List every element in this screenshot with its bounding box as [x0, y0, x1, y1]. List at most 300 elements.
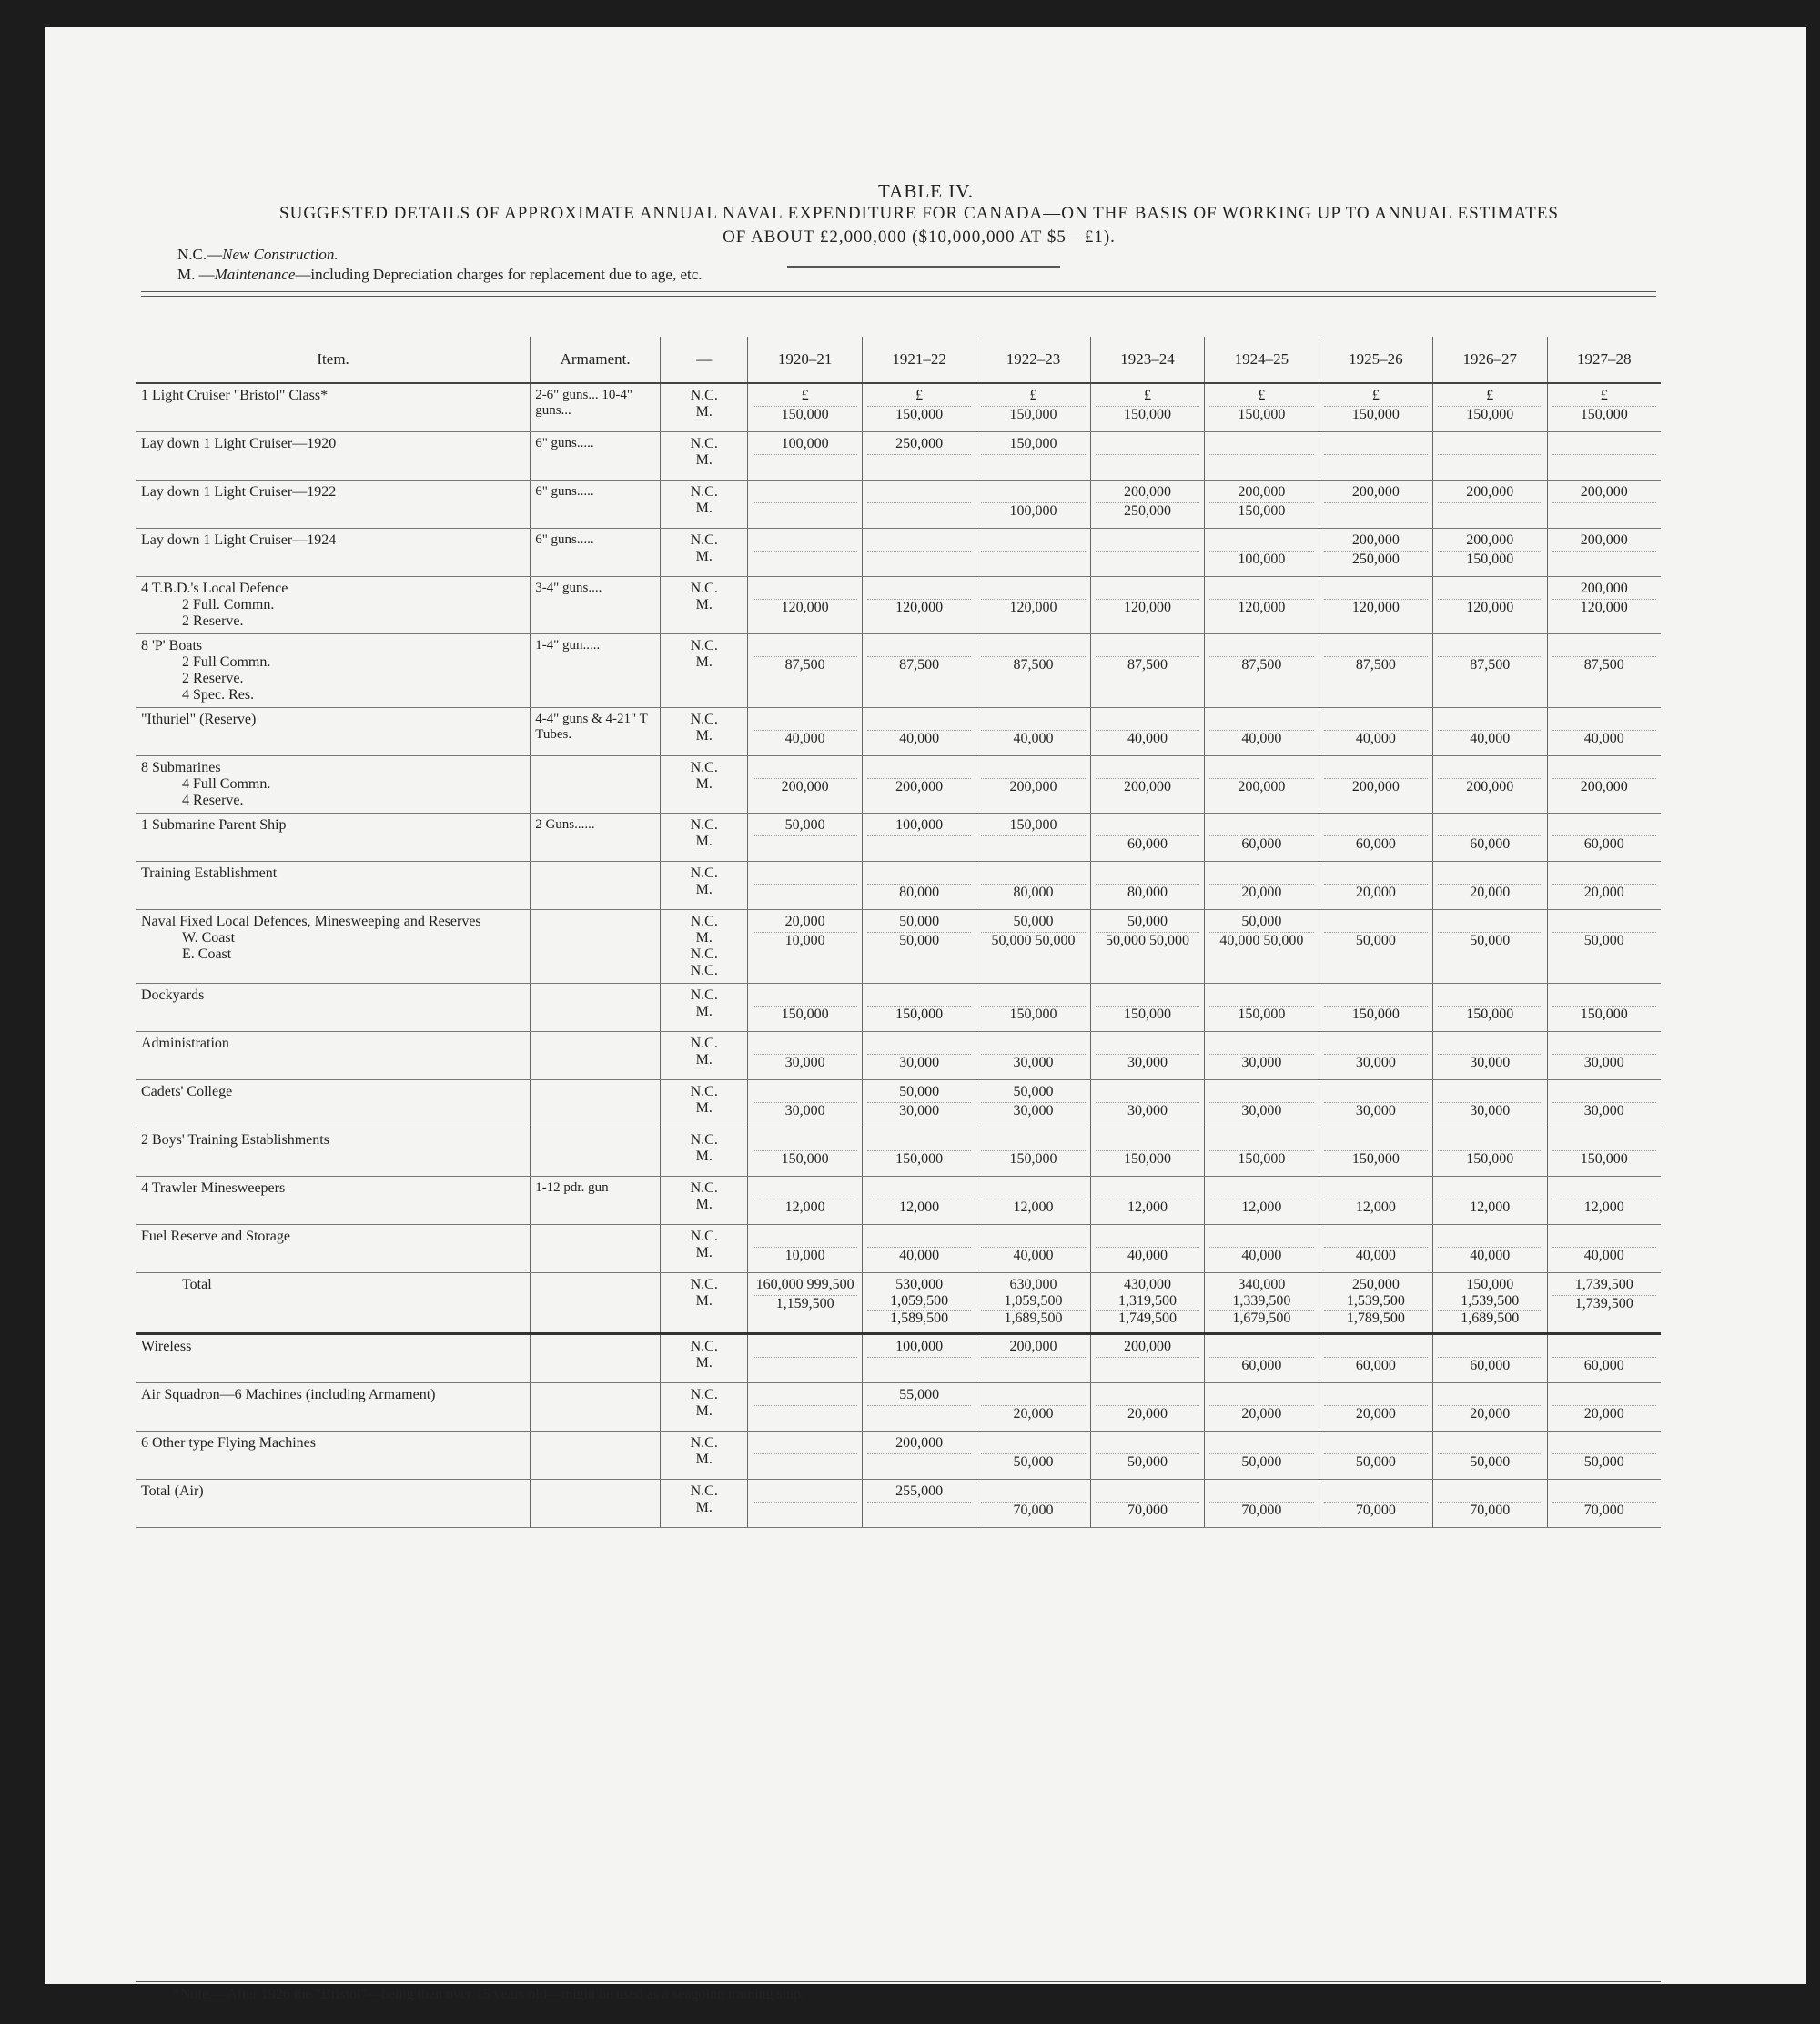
- m-value: 150,000: [1580, 1007, 1628, 1022]
- value-cell: [748, 481, 862, 529]
- value-cell: [748, 1128, 862, 1177]
- value-cell: [862, 577, 976, 634]
- nc-value: 200,000: [1324, 484, 1428, 503]
- m-value: 150,000: [781, 1151, 829, 1167]
- m-value: 80,000: [1127, 885, 1168, 900]
- m-value: 150,000: [1123, 407, 1171, 422]
- bottom-rule: [136, 1981, 1661, 1982]
- value-cell: [748, 432, 862, 481]
- value-cell: [1547, 862, 1661, 910]
- m-value: 40,000: [1583, 1248, 1624, 1263]
- value-cell: [1205, 1032, 1319, 1080]
- m-value: [867, 455, 971, 473]
- class-label: N.C.: [690, 1277, 718, 1292]
- value-cell: [862, 1480, 976, 1528]
- m-value: [867, 1358, 971, 1376]
- m-value: 1,789,500: [1346, 1311, 1405, 1326]
- value-cell: [976, 984, 1090, 1032]
- footnote: *Note.—After 1926 the "Bristol"—being then over 15 years old—might be used as a seagoing training ship.: [173, 1987, 805, 2002]
- nc-value: [1324, 1084, 1428, 1103]
- value-cell: [1090, 481, 1204, 529]
- nc-value: [753, 712, 856, 731]
- nc-value: [1096, 1435, 1199, 1454]
- nc-value: [1438, 914, 1542, 933]
- nc-value: [1438, 1132, 1542, 1151]
- m-value: 30,000: [1241, 1103, 1282, 1118]
- nc-value: [1096, 1229, 1199, 1248]
- value-cell: [1319, 984, 1432, 1032]
- item-sublabel: 2 Reserve.: [182, 671, 244, 686]
- nc-value: [1552, 914, 1656, 933]
- nc-value: [1552, 1084, 1656, 1103]
- value-cell: [862, 708, 976, 756]
- m-value: 30,000: [1355, 1055, 1396, 1070]
- m-value: 50,000: [1127, 1454, 1168, 1470]
- m-value: 30,000: [1470, 1103, 1511, 1118]
- nc-value: [1209, 1132, 1313, 1151]
- nc-value: [1324, 1387, 1428, 1406]
- class-label: N.C.: [690, 1132, 718, 1148]
- m-value: 87,500: [1583, 657, 1624, 673]
- nc-value: £: [753, 388, 856, 407]
- class-cell: [661, 1273, 748, 1334]
- m-value: 150,000: [1351, 1151, 1400, 1167]
- m-value: 150,000: [1238, 503, 1286, 519]
- class-cell: [661, 984, 748, 1032]
- nc-value: [1209, 712, 1313, 731]
- nc-value: [1324, 1036, 1428, 1055]
- class-cell: [661, 1334, 748, 1383]
- nc-value: [867, 1036, 971, 1055]
- class-label: N.C.: [690, 1180, 718, 1196]
- value-cell: [1547, 481, 1661, 529]
- column-header: —: [661, 337, 748, 383]
- value-cell: [862, 1128, 976, 1177]
- nc-value: [753, 1036, 856, 1055]
- class-label: M.: [695, 1403, 713, 1419]
- value-cell: [748, 1480, 862, 1528]
- m-value: 20,000: [1583, 1406, 1624, 1422]
- value-cell: [1205, 1273, 1319, 1334]
- item-cell: [136, 708, 531, 756]
- class-label: M.: [695, 930, 713, 946]
- m-value: 40,000: [1127, 731, 1168, 746]
- value-cell: [976, 1177, 1090, 1225]
- class-label: M.: [695, 1293, 713, 1309]
- m-value: 1,689,500: [1004, 1311, 1063, 1326]
- m-value: 1,739,500: [1574, 1296, 1633, 1311]
- value-cell: [862, 481, 976, 529]
- value-cell: [976, 432, 1090, 481]
- nc-value: [1438, 1435, 1542, 1454]
- class-label: N.C.: [690, 712, 718, 727]
- value-cell: [1319, 529, 1432, 577]
- class-label: M.: [695, 1052, 713, 1068]
- item-sublabel: 4 Reserve.: [182, 793, 244, 808]
- value-cell: [1547, 634, 1661, 708]
- m-value: [867, 503, 971, 521]
- nc-value: [753, 865, 856, 885]
- value-cell: [862, 756, 976, 814]
- m-value: 60,000: [1241, 836, 1282, 852]
- m-value: 150,000: [1351, 1007, 1400, 1022]
- m-value: 120,000: [1123, 600, 1171, 615]
- value-cell: [1433, 432, 1547, 481]
- nc-value: 55,000: [867, 1387, 971, 1406]
- nc-value: 530,000 1,059,500: [867, 1277, 971, 1311]
- nc-value: [1324, 817, 1428, 836]
- m-value: 150,000: [1351, 407, 1400, 422]
- nc-value: [1438, 1483, 1542, 1503]
- item-label: 2 Boys' Training Establishments: [141, 1132, 329, 1148]
- value-cell: [862, 432, 976, 481]
- value-cell: [1319, 481, 1432, 529]
- value-cell: [1433, 814, 1547, 862]
- nc-value: [1552, 1229, 1656, 1248]
- nc-value: 20,000: [753, 914, 856, 933]
- m-value: 87,500: [784, 657, 825, 673]
- table-row: [136, 1334, 1661, 1383]
- class-label: N.C.: [690, 1435, 718, 1451]
- value-cell: [976, 481, 1090, 529]
- m-value: [1324, 503, 1428, 521]
- value-cell: [748, 984, 862, 1032]
- m-value: 150,000: [895, 407, 944, 422]
- item-cell: [136, 1334, 531, 1383]
- class-cell: [661, 481, 748, 529]
- nc-value: [1324, 914, 1428, 933]
- m-value: 50,000 50,000: [1105, 933, 1189, 948]
- nc-value: 250,000: [867, 436, 971, 455]
- item-label: 4 Trawler Minesweepers: [141, 1180, 286, 1196]
- value-cell: [862, 1080, 976, 1128]
- value-cell: [1205, 529, 1319, 577]
- table-row: [136, 383, 1661, 432]
- value-cell: [1319, 1225, 1432, 1273]
- nc-value: £: [1324, 388, 1428, 407]
- nc-value: [1209, 1036, 1313, 1055]
- nc-value: 50,000: [1096, 914, 1199, 933]
- value-cell: [1433, 1334, 1547, 1383]
- value-cell: [1319, 814, 1432, 862]
- legend-nc: N.C.—New Construction.: [177, 246, 339, 263]
- m-value: 120,000: [1238, 600, 1286, 615]
- item-label: Lay down 1 Light Cruiser—1924: [141, 532, 337, 548]
- armament-cell: 6" guns.....: [531, 481, 661, 529]
- m-value: 200,000: [1123, 779, 1171, 794]
- nc-value: [753, 987, 856, 1007]
- value-cell: [748, 862, 862, 910]
- nc-value: [1438, 865, 1542, 885]
- m-value: 20,000: [1127, 1406, 1168, 1422]
- item-cell: [136, 577, 531, 634]
- m-value: 80,000: [899, 885, 940, 900]
- value-cell: [976, 383, 1090, 432]
- table-row: [136, 910, 1661, 984]
- value-cell: [1319, 1273, 1432, 1334]
- m-value: 20,000: [1241, 885, 1282, 900]
- value-cell: [1433, 383, 1547, 432]
- value-cell: [748, 529, 862, 577]
- armament-cell: [531, 1432, 661, 1480]
- nc-value: [1552, 1036, 1656, 1055]
- m-value: [1438, 503, 1542, 521]
- nc-value: 255,000: [867, 1483, 971, 1503]
- class-cell: [661, 1080, 748, 1128]
- expenditure-table: [136, 337, 1661, 1528]
- value-cell: [748, 383, 862, 432]
- nc-value: [753, 1132, 856, 1151]
- value-cell: [1433, 1080, 1547, 1128]
- value-cell: [748, 756, 862, 814]
- value-cell: [1547, 984, 1661, 1032]
- m-value: 87,500: [1355, 657, 1396, 673]
- value-cell: [1547, 432, 1661, 481]
- nc-value: [981, 581, 1085, 600]
- m-value: 40,000: [899, 731, 940, 746]
- class-label: M.: [695, 404, 713, 420]
- table-row: [136, 756, 1661, 814]
- value-cell: [1547, 756, 1661, 814]
- nc-value: [981, 484, 1085, 503]
- nc-value: [1324, 1435, 1428, 1454]
- value-cell: [1319, 910, 1432, 984]
- nc-value: [1438, 1084, 1542, 1103]
- nc-value: £: [981, 388, 1085, 407]
- legend-m: M. —Maintenance—including Depreciation charges for replacement due to age, etc.: [177, 266, 703, 283]
- nc-value: [753, 1339, 856, 1358]
- m-value: [753, 455, 856, 473]
- value-cell: [1433, 984, 1547, 1032]
- m-value: 20,000: [1355, 1406, 1396, 1422]
- nc-value: 200,000: [867, 1435, 971, 1454]
- item-cell: [136, 984, 531, 1032]
- nc-value: [1324, 638, 1428, 657]
- m-value: 150,000: [1238, 1007, 1286, 1022]
- item-label: Total (Air): [141, 1483, 204, 1499]
- m-value: 50,000 50,000: [991, 933, 1076, 948]
- class-label: N.C.: [690, 581, 718, 596]
- m-value: 120,000: [1009, 600, 1057, 615]
- value-cell: [1205, 1334, 1319, 1383]
- class-label: M.: [695, 1149, 713, 1164]
- m-value: 30,000: [784, 1103, 825, 1118]
- m-value: 40,000: [1355, 731, 1396, 746]
- nc-value: £: [867, 388, 971, 407]
- class-cell: [661, 1128, 748, 1177]
- m-value: 70,000: [1241, 1503, 1282, 1518]
- nc-value: [1438, 1036, 1542, 1055]
- nc-value: [1552, 1180, 1656, 1199]
- m-value: 12,000: [1013, 1199, 1054, 1215]
- nc-value: [1324, 1483, 1428, 1503]
- item-cell: [136, 1177, 531, 1225]
- m-value: 200,000: [1580, 779, 1628, 794]
- value-cell: [1547, 814, 1661, 862]
- m-value: 150,000: [1466, 407, 1514, 422]
- value-cell: [976, 1432, 1090, 1480]
- nc-value: [1552, 638, 1656, 657]
- value-cell: [862, 862, 976, 910]
- m-value: 20,000: [1241, 1406, 1282, 1422]
- value-cell: [1205, 910, 1319, 984]
- title-rule: [787, 266, 1060, 268]
- m-value: 1,679,500: [1232, 1311, 1291, 1326]
- nc-value: £: [1438, 388, 1542, 407]
- value-cell: [1205, 634, 1319, 708]
- item-cell: [136, 1080, 531, 1128]
- nc-value: [753, 638, 856, 657]
- value-cell: [1433, 577, 1547, 634]
- class-cell: [661, 814, 748, 862]
- m-value: [1096, 1358, 1199, 1376]
- document-page: [46, 27, 1806, 2002]
- m-value: 200,000: [895, 779, 944, 794]
- value-cell: [748, 708, 862, 756]
- nc-value: [1209, 760, 1313, 779]
- class-label: N.C.: [690, 760, 718, 775]
- table-row: [136, 577, 1661, 634]
- item-cell: [136, 481, 531, 529]
- value-cell: [1547, 1225, 1661, 1273]
- m-value: 87,500: [899, 657, 940, 673]
- nc-value: [1209, 436, 1313, 455]
- value-cell: [1205, 984, 1319, 1032]
- m-value: 100,000: [1009, 503, 1057, 519]
- value-cell: [1319, 1032, 1432, 1080]
- class-cell: [661, 634, 748, 708]
- m-value: 30,000: [1470, 1055, 1511, 1070]
- value-cell: [1205, 1225, 1319, 1273]
- m-value: 60,000: [1355, 836, 1396, 852]
- nc-value: [867, 532, 971, 552]
- class-label: N.C.: [690, 638, 718, 653]
- m-value: 30,000: [1127, 1103, 1168, 1118]
- m-value: 40,000: [899, 1248, 940, 1263]
- class-cell: [661, 756, 748, 814]
- item-cell: [136, 756, 531, 814]
- value-cell: [1205, 708, 1319, 756]
- value-cell: [1090, 814, 1204, 862]
- m-value: 150,000: [1580, 1151, 1628, 1167]
- class-label: M.: [695, 654, 713, 670]
- m-value: 60,000: [1241, 1358, 1282, 1373]
- m-value: 12,000: [1127, 1199, 1168, 1215]
- nc-value: 50,000: [1209, 914, 1313, 933]
- m-value: 100,000: [1238, 552, 1286, 567]
- nc-value: 150,000 1,539,500: [1438, 1277, 1542, 1311]
- value-cell: [1547, 577, 1661, 634]
- m-value: 70,000: [1583, 1503, 1624, 1518]
- item-label: Training Establishment: [141, 865, 278, 881]
- value-cell: [1090, 1177, 1204, 1225]
- m-value: 150,000: [1466, 552, 1514, 567]
- nc-value: [753, 1180, 856, 1199]
- m-value: 200,000: [1009, 779, 1057, 794]
- value-cell: [862, 1383, 976, 1432]
- table-row: [136, 1480, 1661, 1528]
- class-label: N.C.: [690, 865, 718, 881]
- m-value: 40,000: [1470, 1248, 1511, 1263]
- item-cell: [136, 529, 531, 577]
- value-cell: [1090, 1480, 1204, 1528]
- total-row: [136, 1273, 1661, 1334]
- value-cell: [862, 1225, 976, 1273]
- value-cell: [1547, 1383, 1661, 1432]
- m-value: 70,000: [1127, 1503, 1168, 1518]
- item-sublabel: 4 Spec. Res.: [182, 687, 255, 703]
- nc-value: [1324, 581, 1428, 600]
- nc-value: 50,000: [753, 817, 856, 836]
- value-cell: [862, 1334, 976, 1383]
- m-value: 30,000: [1355, 1103, 1396, 1118]
- value-cell: [1433, 756, 1547, 814]
- nc-value: [1209, 638, 1313, 657]
- value-cell: [976, 1334, 1090, 1383]
- nc-value: [1438, 436, 1542, 455]
- item-cell: [136, 1225, 531, 1273]
- value-cell: [976, 1480, 1090, 1528]
- nc-value: [1209, 1483, 1313, 1503]
- m-value: 50,000: [1583, 933, 1624, 948]
- nc-value: [753, 760, 856, 779]
- value-cell: [976, 1128, 1090, 1177]
- nc-value: [1438, 712, 1542, 731]
- value-cell: [1090, 1273, 1204, 1334]
- value-cell: [976, 1225, 1090, 1273]
- armament-cell: 6" guns.....: [531, 432, 661, 481]
- nc-value: [753, 484, 856, 503]
- m-value: 200,000: [1351, 779, 1400, 794]
- value-cell: [1547, 1128, 1661, 1177]
- armament-cell: [531, 1128, 661, 1177]
- m-value: 40,000: [784, 731, 825, 746]
- value-cell: [1319, 1480, 1432, 1528]
- value-cell: [1433, 1383, 1547, 1432]
- m-value: 40,000: [1013, 1248, 1054, 1263]
- value-cell: [862, 910, 976, 984]
- m-value: 20,000: [1583, 885, 1624, 900]
- nc-value: 200,000: [1096, 484, 1199, 503]
- m-value: [753, 552, 856, 570]
- m-value: 70,000: [1013, 1503, 1054, 1518]
- column-header: 1923–24: [1090, 337, 1204, 383]
- m-value: 120,000: [1351, 600, 1400, 615]
- value-cell: [1433, 1273, 1547, 1334]
- m-value: 150,000: [1123, 1151, 1171, 1167]
- armament-cell: [531, 862, 661, 910]
- m-value: 20,000: [1355, 885, 1396, 900]
- m-value: [1096, 552, 1199, 570]
- value-cell: [1547, 1080, 1661, 1128]
- nc-value: [981, 865, 1085, 885]
- m-value: 30,000: [1241, 1055, 1282, 1070]
- column-header: 1926–27: [1433, 337, 1547, 383]
- value-cell: [862, 1432, 976, 1480]
- value-cell: [748, 814, 862, 862]
- class-cell: [661, 910, 748, 984]
- class-label: M.: [695, 1100, 713, 1116]
- m-value: 12,000: [1583, 1199, 1624, 1215]
- nc-value: [1096, 581, 1199, 600]
- value-cell: [1547, 910, 1661, 984]
- value-cell: [862, 1177, 976, 1225]
- item-sublabel: Total: [182, 1277, 212, 1292]
- column-header: 1925–26: [1319, 337, 1432, 383]
- value-cell: [1319, 634, 1432, 708]
- m-value: 50,000: [1013, 1454, 1054, 1470]
- value-cell: [1090, 1080, 1204, 1128]
